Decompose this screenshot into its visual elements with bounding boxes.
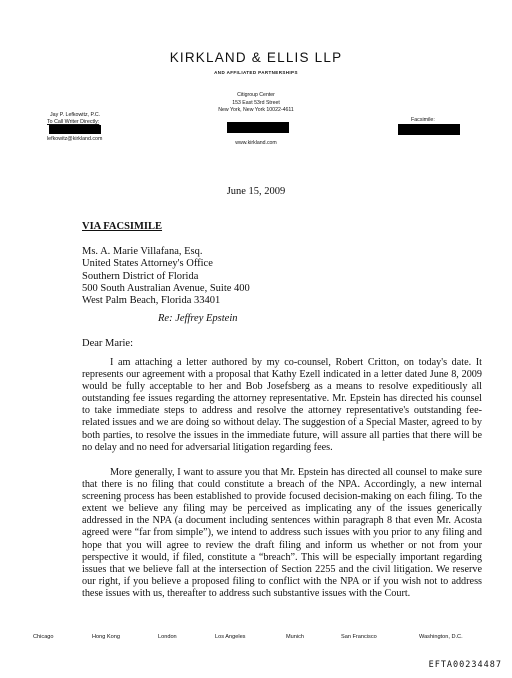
firm-website: www.kirkland.com [235, 140, 277, 146]
redaction-box [398, 124, 460, 135]
redaction-box [227, 122, 289, 133]
office-city: Washington, D.C. [419, 634, 463, 640]
redaction-box [49, 125, 101, 134]
office-city: London [158, 634, 177, 640]
address-line: 153 East 53rd Street [232, 99, 280, 106]
recipient-line: 500 South Australian Avenue, Suite 400 [82, 282, 250, 294]
facsimile-label: Facsimile: [411, 117, 435, 123]
address-line: Citigroup Center [237, 92, 275, 98]
office-city: San Francisco [341, 634, 377, 640]
recipient-line: Ms. A. Marie Villafana, Esq. [82, 246, 203, 257]
recipient-line: Southern District of Florida [82, 270, 199, 282]
recipient-line: United States Attorney's Office [82, 258, 213, 270]
body-paragraph-2: More generally, I want to assure you that Mr. Epstein has directed all counsel to make sure that there is no filing that could constitute a breach of the NPA. Accordingly, a new internal screening process has been established to provide focused decision-making on each filing. To the extent we believe any filing may be perceived as implicating any of the issues generically addressed in the NPA (a document including sentences within paragraph 8 that even Mr. Acosta agreed were “far from simple”), we intend to address such issues with you prior to any filing and hope that you will agree to review the draft filing and inform us whether or not from your perspective it would, if filed, constitute a “breach”. This will be especially important regarding issues that we believe fall at the intersection of Section 2255 and the civil litigation. We reserve our right, if you believe a proposed filing to conflict with the NPA or if you wish not to address these issues with us, thereafter to address such substantive issues with the Court. [82, 467, 482, 599]
office-city: Chicago [33, 634, 54, 640]
body-paragraph-1: I am attaching a letter authored by my co-counsel, Robert Critton, on today's date. It represents our agreement with a proposal that Kathy Ezell indicated in a letter dated June 8, 2009 would be fully acceptable to her and Bob Josefsberg as a means to resolve expeditiously all outstanding fee issues regarding the attorney representative. Mr. Epstein has directed his counsel to take immediate steps to address and resolve the attorney representative's outstanding fee-related issues and we are doing so without delay. The suggestion of a Special Master, agreed to by both parties, to resolve the issues in the immediate future, will assure all parties that there will be no delay and no need for adversarial litigation regarding fees. [82, 357, 482, 453]
letter-date: June 15, 2009 [226, 186, 286, 197]
recipient-address [82, 246, 250, 307]
salutation: Dear Marie: [82, 338, 134, 349]
call-direct-label: To Call Writer Directly: [47, 119, 100, 125]
delivery-method: VIA FACSIMILE [82, 221, 163, 232]
office-city: Los Angeles [215, 634, 246, 640]
sender-email: lefkowitz@kirkland.com [47, 136, 103, 142]
firm-subtitle: AND AFFILIATED PARTNERSHIPS [214, 70, 298, 75]
recipient-line: West Palm Beach, Florida 33401 [82, 295, 221, 307]
address-line: New York, New York 10022-4611 [218, 107, 294, 114]
subject-line: Re: Jeffrey Epstein [158, 313, 238, 324]
office-city: Hong Kong [92, 634, 120, 640]
office-city: Munich [286, 634, 305, 640]
bates-number: EFTA00234487 [428, 660, 502, 670]
firm-name: KIRKLAND & ELLIS LLP [169, 50, 343, 65]
sender-name: Jay P. Lefkowitz, P.C. [50, 112, 101, 118]
